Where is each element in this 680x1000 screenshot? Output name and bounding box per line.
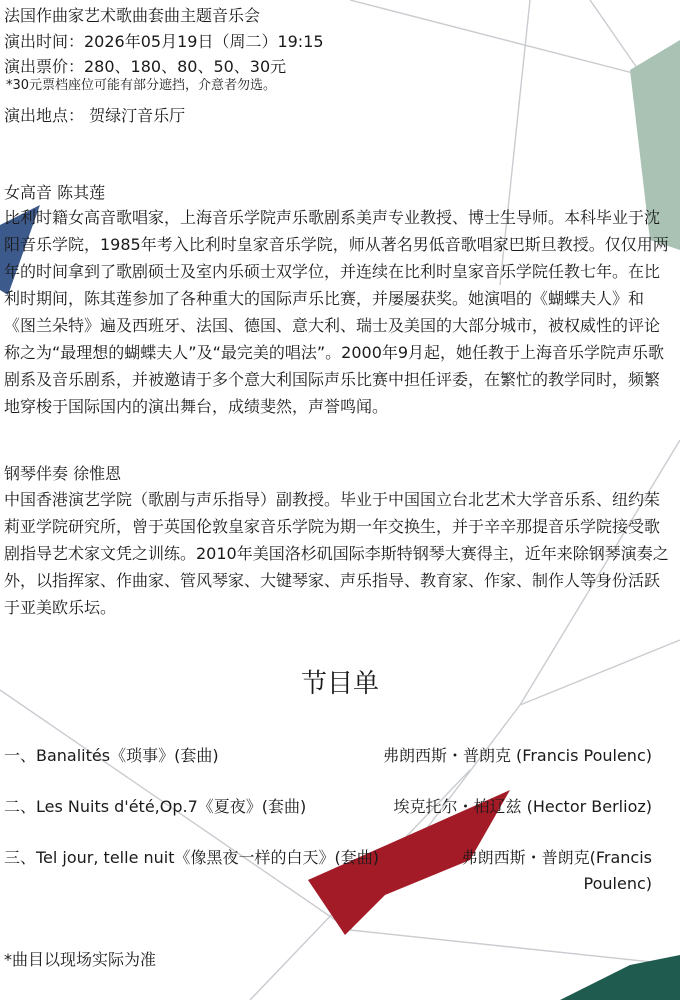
program-work-2: 二、Les Nuits d'été,Op.7《夏夜》(套曲) [4, 797, 307, 816]
program-footnote: *曲目以现场实际为准 [4, 950, 157, 969]
decor-green-shape [560, 955, 680, 1000]
program-title: 节目单 [300, 669, 379, 699]
soprano-heading: 女高音 陈其莲 [4, 183, 106, 202]
decor-line [350, 930, 680, 965]
program-composer-3: 弗朗西斯・普朗克(Francis Poulenc) [461, 848, 652, 893]
concert-title: 法国作曲家艺术歌曲套曲主题音乐会 [4, 6, 261, 25]
program-work-3: 三、Tel jour, telle nuit《像黑夜一样的白天》(套曲) [4, 848, 379, 867]
performance-time: 演出时间：2026年05月19日（周二）19:15 [4, 32, 324, 51]
venue: 演出地点： 贺绿汀音乐厅 [4, 106, 186, 125]
program-work-1: 一、Banalités《琐事》(套曲) [4, 746, 219, 765]
pianist-bio: 中国香港演艺学院（歌剧与声乐指导）副教授。毕业于中国国立台北艺术大学音乐系、纽约茱莉亚学院研究所，曾于英国伦敦皇家音乐学院为期一年交换生，并于辛辛那提音乐学院接受歌剧指导艺术家文凭之训练。2010年美国洛杉矶国际李斯特钢琴大赛得主，近年来除钢琴演奏之外，以指挥家、作曲家、管风琴家、大键琴家、声乐指导、教育家、作家、制作人等身份活跃于亚美欧乐坛。 [4, 490, 669, 617]
program-composer-1: 弗朗西斯・普朗克 (Francis Poulenc) [382, 746, 652, 765]
program-composer-2: 埃克托尔・柏辽兹 (Hector Berlioz) [393, 797, 652, 816]
decor-line [350, 0, 660, 80]
ticket-prices: 演出票价：280、180、80、50、30元 [4, 57, 287, 76]
pianist-heading: 钢琴伴奏 徐惟恩 [4, 464, 122, 483]
price-note: *30元票档座位可能有部分遮挡，介意者勿选。 [6, 78, 277, 93]
soprano-bio: 比利时籍女高音歌唱家，上海音乐学院声乐歌剧系美声专业教授、博士生导师。本科毕业于沈阳音乐学院，1985年考入比利时皇家音乐学院，师从著名男低音歌唱家巴斯旦教授。仅仅用两年的时间拿到了歌剧硕士及室内乐硕士双学位，并连续在比利时皇家音乐学院任教七年。在比利时期间，陈其莲参加了各种重大的国际声乐比赛，并屡屡获奖。她演唱的《蝴蝶夫人》和《图兰朵特》遍及西班牙、法国、德国、意大利、瑞士及美国的大部分城市，被权威性的评论称之为“最理想的蝴蝶夫人”及“最完美的唱法”。2000年9月起，她任教于上海音乐学院声乐歌剧系及音乐剧系，并被邀请于多个意大利国际声乐比赛中担任评委，在繁忙的教学同时，频繁地穿梭于国际国内的演出舞台，成绩斐然，声誉鸣闻。 [4, 208, 669, 416]
